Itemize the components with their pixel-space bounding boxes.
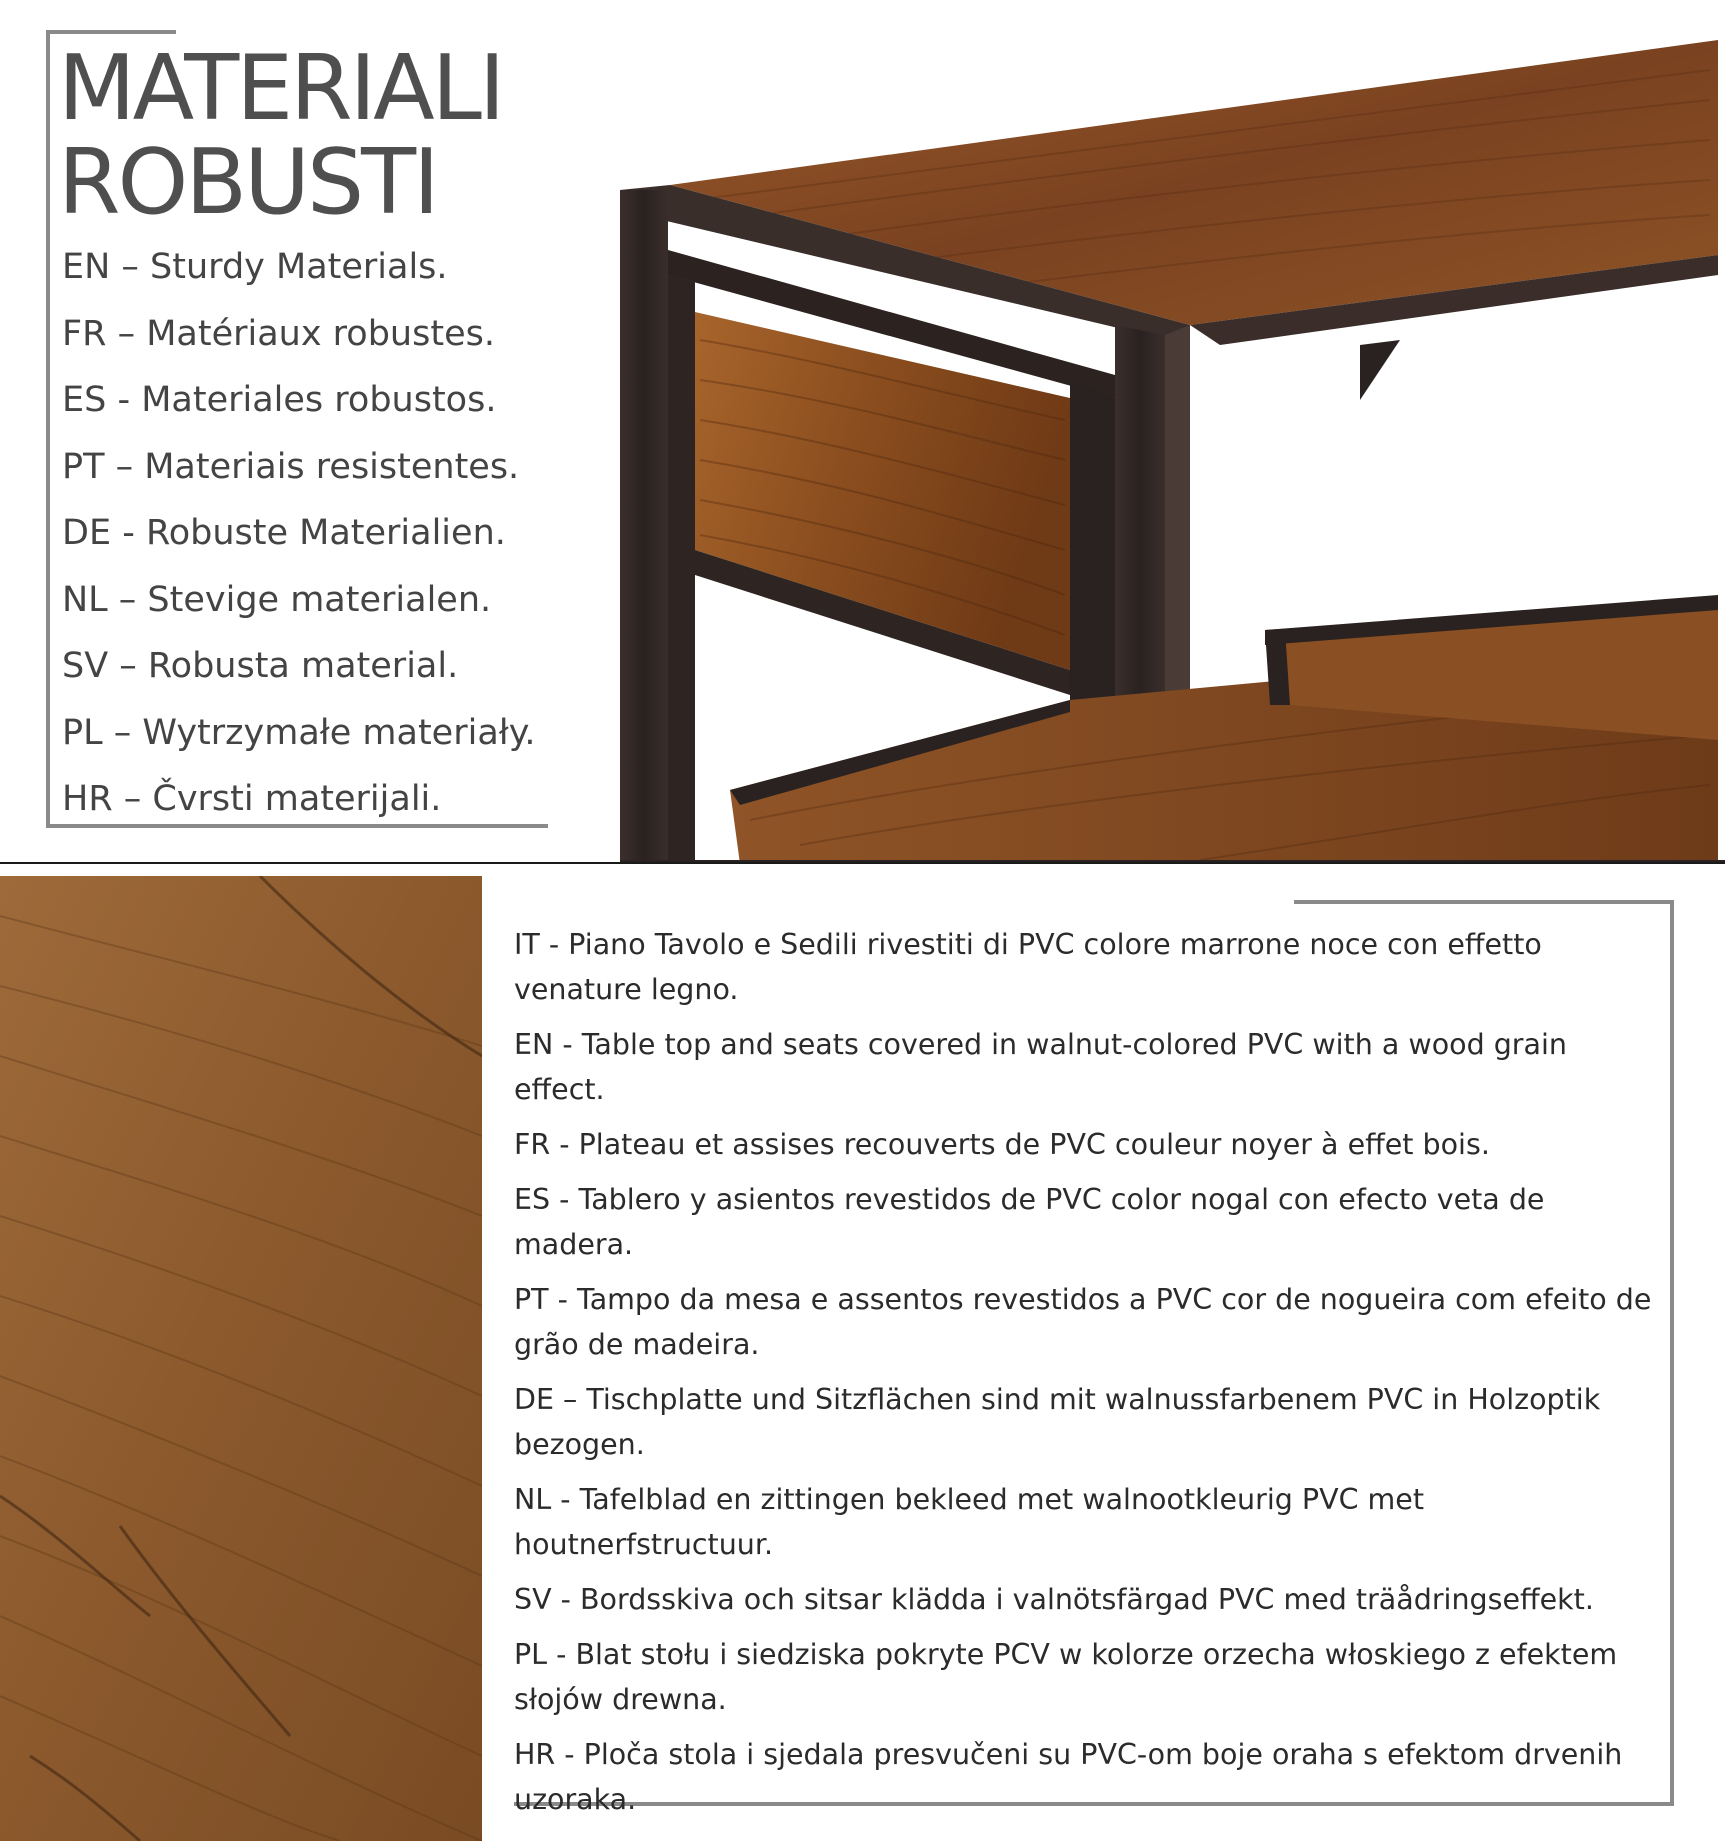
language-item: EN – Sturdy Materials. [62, 247, 448, 287]
frame-line [46, 30, 50, 828]
section-divider [0, 862, 1725, 864]
language-item: ES - Materiales robustos. [62, 380, 497, 420]
wood-texture-swatch [0, 876, 482, 1841]
table-product-image [600, 0, 1725, 864]
title-line-1: MATERIALI [58, 36, 503, 141]
description-item: IT - Piano Tavolo e Sedili rivestiti di PVC colore marrone noce con effetto venature legno. [514, 928, 1542, 1006]
title-line-2: ROBUSTI [58, 130, 437, 235]
language-item: PT – Materiais resistentes. [62, 446, 520, 487]
description-item: ES - Tablero y asientos revestidos de PVC color nogal con efecto veta de madera. [514, 1183, 1545, 1261]
description-frame [514, 900, 1674, 1816]
title-frame [46, 30, 548, 828]
language-item: HR – Čvrsti materijali. [62, 779, 442, 819]
main-title [58, 36, 503, 235]
language-item: NL – Stevige materialen. [62, 579, 492, 620]
language-item: PL – Wytrzymałe materiały. [62, 712, 536, 753]
description-item: DE – Tischplatte und Sitzflächen sind mit walnussfarbenem PVC in Holzoptik bezogen. [514, 1383, 1601, 1461]
language-item: FR – Matériaux robustes. [62, 313, 495, 354]
language-item: SV – Robusta material. [62, 646, 459, 686]
language-list [62, 234, 536, 833]
description-item: SV - Bordsskiva och sitsar klädda i valnötsfärgad PVC med träådringseffekt. [514, 1583, 1594, 1616]
frame-line [46, 30, 176, 34]
description-item: NL - Tafelblad en zittingen bekleed met walnootkleurig PVC met houtnerfstructuur. [514, 1483, 1424, 1561]
description-item: FR - Plateau et assises recouverts de PVC couleur noyer à effet bois. [514, 1128, 1490, 1161]
description-item: PL - Blat stołu i siedziska pokryte PCV w kolorze orzecha włoskiego z efektem słojów drewna. [514, 1638, 1618, 1716]
language-item: DE - Robuste Materialien. [62, 513, 506, 553]
frame-line [1294, 900, 1674, 904]
frame-line [1670, 900, 1674, 1806]
description-item: EN - Table top and seats covered in walnut-colored PVC with a wood grain effect. [514, 1028, 1567, 1106]
description-list [514, 922, 1664, 1832]
top-section [0, 0, 1725, 864]
description-item: HR - Ploča stola i sjedala presvučeni su PVC-om boje oraha s efektom drvenih uzoraka. [514, 1738, 1623, 1816]
description-item: PT - Tampo da mesa e assentos revestidos a PVC cor de nogueira com efeito de grão de madeira. [514, 1283, 1652, 1361]
